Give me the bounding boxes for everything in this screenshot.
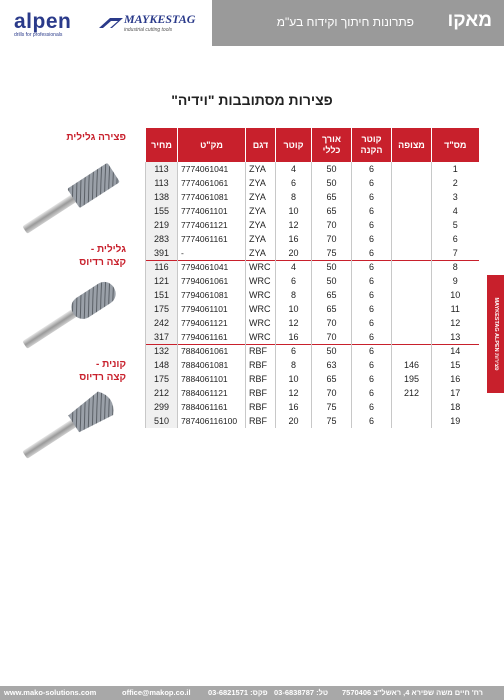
group-label-line: גלילית - [90,244,126,255]
cell-serial: 11 [432,302,479,316]
cell-catalog: 7884061161 [178,400,246,414]
cell-catalog: 7794061061 [178,274,246,288]
cell-diameter: 16 [276,232,312,246]
cell-coating [392,162,432,176]
cell-price: 242 [146,316,178,330]
cell-diameter: 20 [276,414,312,428]
table-row [146,414,479,428]
group-label-cylindrical-text: פצירה גלילית [66,132,126,143]
cell-diameter: 6 [276,176,312,190]
cell-diameter: 12 [276,386,312,400]
cell-diameter: 8 [276,288,312,302]
cell-coating [392,246,432,260]
cell-diameter: 8 [276,190,312,204]
cell-diameter: 10 [276,204,312,218]
cell-catalog: 7794061121 [178,316,246,330]
alpen-tagline: drills for professionals [14,32,63,38]
table-row [146,218,479,232]
cell-price: 116 [146,260,178,274]
cell-total-length: 50 [312,176,352,190]
cell-model: RBF [246,358,276,372]
cell-coating [392,204,432,218]
header-serial: מס"ד [432,128,479,162]
table-row [146,232,479,246]
cylindrical-burr-image [12,160,132,240]
cell-price: 151 [146,288,178,302]
cell-catalog: 7794061041 [178,260,246,274]
maykestag-tagline: industrial cutting tools [124,27,173,33]
cell-serial: 17 [432,386,479,400]
cell-catalog: 787406116100 [178,414,246,428]
footer-phone: טל: 03-6838787 [274,688,329,697]
cell-total-length: 75 [312,414,352,428]
cell-coating [392,302,432,316]
cell-shank: 6 [352,204,392,218]
cell-total-length: 65 [312,204,352,218]
table-row [146,162,479,176]
table-row [146,372,479,386]
cell-model: ZYA [246,204,276,218]
cell-serial: 8 [432,260,479,274]
cell-price: 132 [146,344,178,358]
cell-catalog: 7774061101 [178,204,246,218]
cell-price: 121 [146,274,178,288]
cell-diameter: 16 [276,330,312,344]
cell-catalog: 7884061081 [178,358,246,372]
alpen-logo-text: alpen [14,10,72,33]
cell-model: ZYA [246,246,276,260]
cell-price: 219 [146,218,178,232]
cell-diameter: 6 [276,274,312,288]
cell-serial: 3 [432,190,479,204]
table-row [146,316,479,330]
alpen-logo [14,10,71,38]
cell-catalog: 7774061161 [178,232,246,246]
cell-shank: 6 [352,274,392,288]
header-diameter: קוטר [276,128,312,162]
cell-shank: 6 [352,246,392,260]
cell-serial: 19 [432,414,479,428]
header-coating: מצופה [392,128,432,162]
cell-shank: 6 [352,190,392,204]
table-row [146,204,479,218]
cell-diameter: 10 [276,302,312,316]
cell-serial: 10 [432,288,479,302]
header-total-length: אורך כללי [312,128,352,162]
cell-diameter: 12 [276,218,312,232]
page-header [0,0,504,50]
cell-model: ZYA [246,190,276,204]
table-body [146,162,479,428]
cell-coating [392,232,432,246]
cell-catalog: 7774061061 [178,176,246,190]
table-row [146,386,479,400]
product-table-container [145,128,478,428]
cell-model: ZYA [246,232,276,246]
cell-serial: 4 [432,204,479,218]
header-shank: קוטר הקנה [352,128,392,162]
cell-model: RBF [246,372,276,386]
cell-coating: 195 [392,372,432,386]
cell-price: 299 [146,400,178,414]
cell-total-length: 65 [312,190,352,204]
cell-serial: 1 [432,162,479,176]
cell-serial: 18 [432,400,479,414]
cell-coating [392,400,432,414]
company-banner [212,0,504,46]
cell-model: RBF [246,386,276,400]
cell-serial: 12 [432,316,479,330]
footer-fax: פקס: 03-6821571 [208,688,268,697]
cell-coating [392,288,432,302]
maykestag-logo [98,12,195,33]
maykestag-wing-icon [98,16,124,30]
cell-model: WRC [246,260,276,274]
cell-shank: 6 [352,302,392,316]
cell-coating: 212 [392,386,432,400]
cell-shank: 6 [352,414,392,428]
cell-catalog: 7884061121 [178,386,246,400]
cell-total-length: 65 [312,372,352,386]
cell-total-length: 75 [312,400,352,414]
cell-diameter: 20 [276,246,312,260]
table-row [146,246,479,260]
cylindrical-radius-burr-image [12,275,132,355]
cell-total-length: 50 [312,162,352,176]
cell-coating [392,344,432,358]
cell-model: ZYA [246,176,276,190]
table-row [146,288,479,302]
cell-shank: 6 [352,358,392,372]
cell-model: ZYA [246,162,276,176]
table-row [146,344,479,358]
cell-coating: 146 [392,358,432,372]
cell-model: RBF [246,344,276,358]
cell-total-length: 50 [312,274,352,288]
group-label-line: קצה רדיוס [79,257,126,268]
page-footer [0,686,504,700]
cell-total-length: 63 [312,358,352,372]
header-price: מחיר [146,128,178,162]
cell-price: 212 [146,386,178,400]
cell-model: WRC [246,302,276,316]
cell-coating [392,190,432,204]
cell-price: 317 [146,330,178,344]
header-catalog: מק"ט [178,128,246,162]
footer-address: רח' חיים משה שפירא 4, ראשל"צ 7570406 [342,688,483,697]
cell-serial: 13 [432,330,479,344]
cell-shank: 6 [352,372,392,386]
cell-shank: 6 [352,232,392,246]
cell-serial: 14 [432,344,479,358]
cell-price: 113 [146,162,178,176]
page-title: פצירות מסתובבות "וידיה" [171,92,333,108]
cell-total-length: 50 [312,260,352,274]
cell-shank: 6 [352,218,392,232]
cell-coating [392,218,432,232]
cell-catalog: 7884061101 [178,372,246,386]
side-tab-label: MAYKESTAG ALPEN פצירות [492,297,499,371]
company-brand: מאקו [447,10,492,31]
cell-shank: 6 [352,176,392,190]
cell-diameter: 10 [276,372,312,386]
footer-email[interactable]: office@makop.co.il [122,688,191,697]
cell-model: WRC [246,274,276,288]
cell-diameter: 4 [276,260,312,274]
cell-coating [392,414,432,428]
cell-serial: 6 [432,232,479,246]
cell-model: ZYA [246,218,276,232]
header-model: דגם [246,128,276,162]
cell-price: 391 [146,246,178,260]
cell-total-length: 70 [312,330,352,344]
cell-diameter: 6 [276,344,312,358]
group-label-conical-radius [79,358,126,384]
cell-shank: 6 [352,162,392,176]
table-row [146,302,479,316]
cell-serial: 2 [432,176,479,190]
cell-model: WRC [246,288,276,302]
table-row [146,400,479,414]
cell-diameter: 4 [276,162,312,176]
cell-shank: 6 [352,330,392,344]
cell-catalog: 7794061161 [178,330,246,344]
cell-price: 148 [146,358,178,372]
cell-catalog: 7884061061 [178,344,246,358]
cell-shank: 6 [352,386,392,400]
cell-price: 175 [146,302,178,316]
cell-total-length: 65 [312,302,352,316]
conical-radius-burr-image [12,385,132,465]
cell-coating [392,176,432,190]
cell-coating [392,330,432,344]
cell-coating [392,274,432,288]
cell-coating [392,260,432,274]
table-row [146,176,479,190]
table-row [146,330,479,344]
table-row [146,190,479,204]
cell-total-length: 70 [312,316,352,330]
cell-shank: 6 [352,288,392,302]
group-label-cylindrical [66,131,126,144]
cell-model: RBF [246,400,276,414]
cell-catalog: 7774061041 [178,162,246,176]
cell-catalog: 7774061121 [178,218,246,232]
cell-serial: 5 [432,218,479,232]
cell-price: 138 [146,190,178,204]
cell-model: RBF [246,414,276,428]
group-label-line: קצה רדיוס [79,372,126,383]
cell-serial: 9 [432,274,479,288]
cell-coating [392,316,432,330]
group-label-line: קונית - [96,359,126,370]
cell-diameter: 16 [276,400,312,414]
cell-total-length: 70 [312,218,352,232]
table-row [146,260,479,274]
table-header-row [146,128,479,162]
cell-model: WRC [246,316,276,330]
cell-catalog: 7794061081 [178,288,246,302]
cell-shank: 6 [352,344,392,358]
cell-shank: 6 [352,400,392,414]
cell-total-length: 75 [312,246,352,260]
cell-shank: 6 [352,260,392,274]
cell-catalog: - [178,246,246,260]
cell-model: WRC [246,330,276,344]
cell-shank: 6 [352,316,392,330]
cell-price: 113 [146,176,178,190]
table-row [146,358,479,372]
cell-total-length: 65 [312,288,352,302]
group-label-cylindrical-radius [79,243,126,269]
cell-total-length: 70 [312,232,352,246]
maykestag-logo-text: MAYKESTAG [124,12,196,26]
footer-website[interactable]: www.mako-solutions.com [4,688,97,697]
cell-price: 283 [146,232,178,246]
cell-catalog: 7774061081 [178,190,246,204]
cell-diameter: 8 [276,358,312,372]
company-slogan: פתרונות חיתוך וקידוח בע"מ [276,15,414,29]
side-tab[interactable] [487,275,504,393]
cell-serial: 16 [432,372,479,386]
cell-price: 155 [146,204,178,218]
cell-catalog: 7794061101 [178,302,246,316]
cell-serial: 15 [432,358,479,372]
cell-total-length: 50 [312,344,352,358]
cell-total-length: 70 [312,386,352,400]
cell-price: 510 [146,414,178,428]
product-table [145,128,479,428]
table-row [146,274,479,288]
cell-diameter: 12 [276,316,312,330]
cell-serial: 7 [432,246,479,260]
cell-price: 175 [146,372,178,386]
